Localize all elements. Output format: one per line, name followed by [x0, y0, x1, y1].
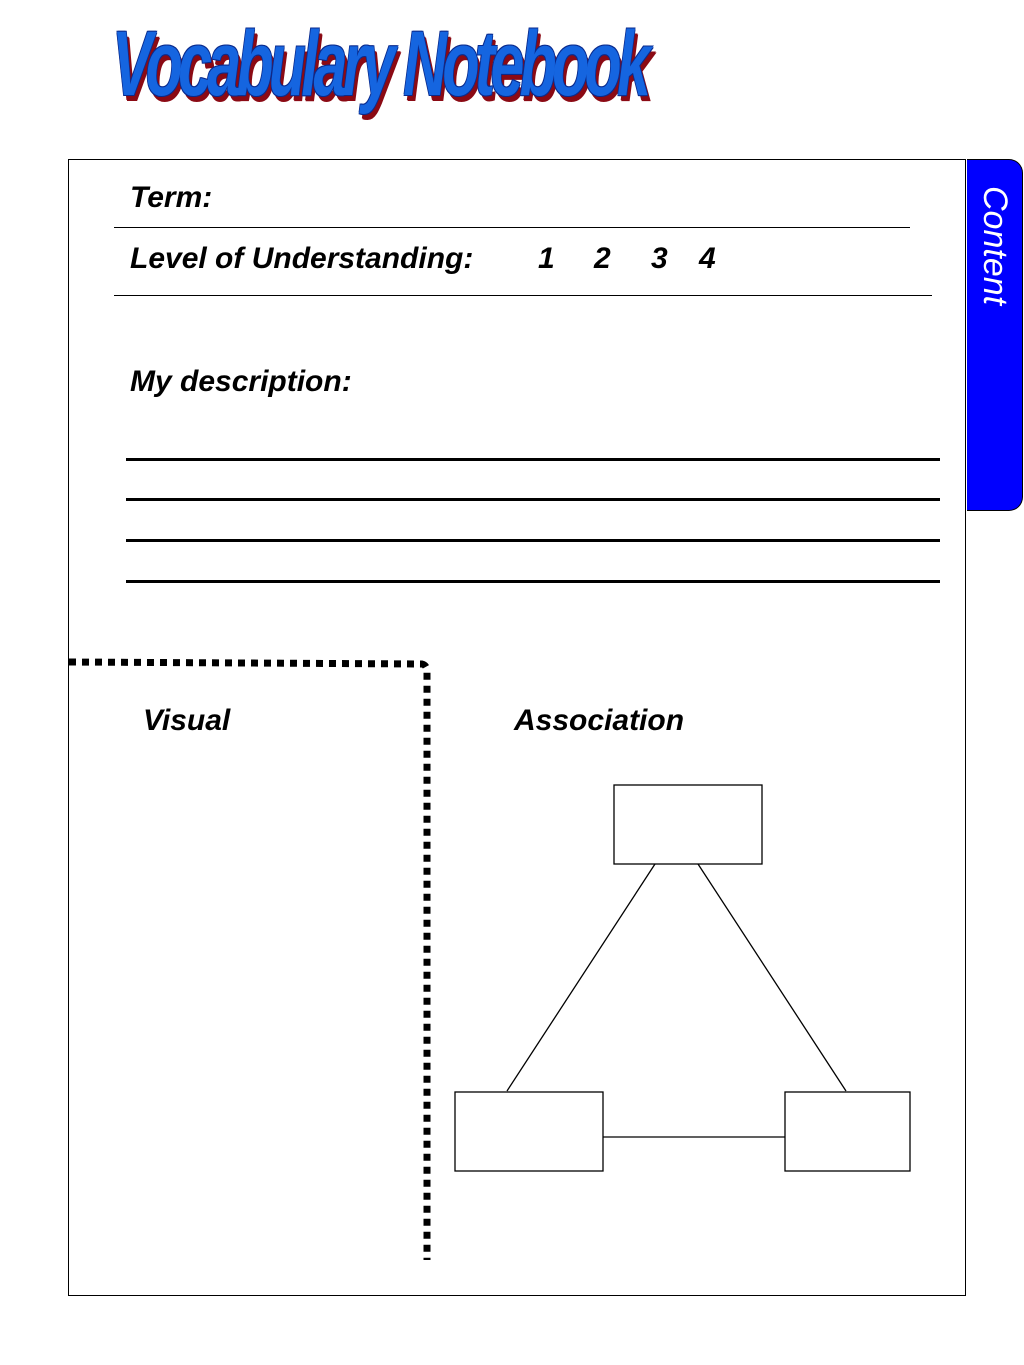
- association-label: Association: [514, 704, 685, 737]
- association-connector-left: [507, 864, 655, 1091]
- term-label: Term:: [130, 181, 213, 214]
- level-of-understanding-label: Level of Understanding:: [130, 242, 474, 275]
- visual-section-dotted-border: [69, 662, 427, 1260]
- level-option-2[interactable]: 2: [594, 242, 611, 275]
- content-tab-label: Content: [976, 186, 1014, 306]
- my-description-label: My description:: [130, 365, 352, 398]
- association-box-right[interactable]: [785, 1092, 910, 1171]
- level-option-4[interactable]: 4: [699, 242, 716, 275]
- association-box-top[interactable]: [614, 785, 762, 864]
- page-title: Vocabulary Notebook: [112, 13, 647, 115]
- level-option-3[interactable]: 3: [651, 242, 668, 275]
- association-connector-right: [698, 864, 846, 1091]
- association-box-left[interactable]: [455, 1092, 603, 1171]
- level-option-1[interactable]: 1: [538, 242, 555, 275]
- visual-label: Visual: [143, 704, 231, 737]
